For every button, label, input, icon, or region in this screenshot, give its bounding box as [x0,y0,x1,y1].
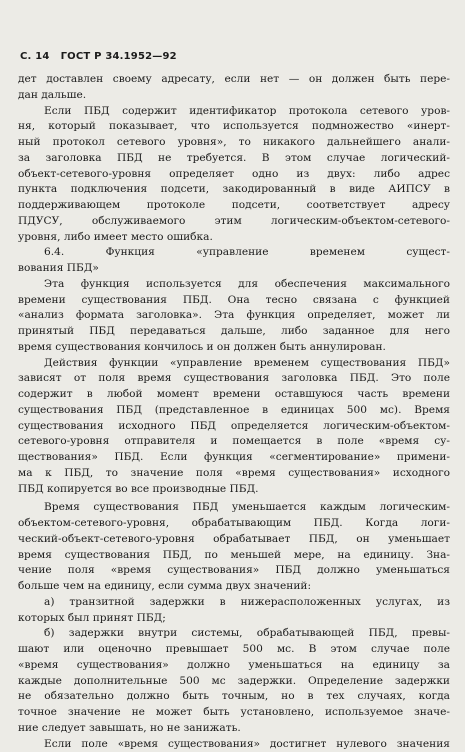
text-line: Время существования ПБД уменьшается каждым логическим- [18,500,450,516]
text-line: принятый ПБД передаваться дальше, либо заданное для него [18,324,450,340]
list-item-line: «время существования» должно уменьшаться на единицу за [18,658,450,674]
page-number: С. 14 [20,51,50,62]
list-item-line: а) транзитной задержки в нижерасположенных услугах, из [18,595,450,611]
section-heading-line: 6.4. Функция «управление временем сущест- [18,245,450,261]
text-line: время существования кончилось и он должен быть аннулирован. [18,340,450,356]
text-line: объектом-сетевого-уровня, обрабатывающим ПБД. Когда логи- [18,516,450,532]
standard-designation: ГОСТ Р 34.1952—92 [61,51,177,62]
text-line: времени существования ПБД. Она тесно связана с функцией [18,293,450,309]
text-line: объект-сетевого-уровня определяет одно из двух: либо адрес [18,167,450,183]
list-item-line: не обязательно должно быть точным, но в тех случаях, когда [18,689,450,705]
text-line: содержит в любой момент времени оставшуюся часть времени [18,387,450,403]
text-line: дан дальше. [18,88,450,104]
text-line: за заголовка ПБД не требуется. В этом случае логический- [18,151,450,167]
text-line: дет доставлен своему адресату, если нет — он должен быть пере- [18,72,450,88]
text-line: ществования» ПБД. Если функция «сегментирование» примени- [18,450,450,466]
list-item-line: точное значение не может быть установлено, используемое значе- [18,705,450,721]
list-item-line: шают или оценочно превышает 500 мс. В этом случае поле [18,642,450,658]
text-line: Эта функция используется для обеспечения максимального [18,277,450,293]
text-line: Действия функции «управление временем существования ПБД» [18,356,450,372]
text-line: ческий-объект-сетевого-уровня обрабатывает ПБД, он уменьшает [18,532,450,548]
text-line: «анализ формата заголовка». Эта функция определяет, может ли [18,308,450,324]
text-line: чение поля «время существования» ПБД должно уменьшаться [18,563,450,579]
text-line: время существования ПБД, по меньшей мере, на единицу. Зна- [18,548,450,564]
text-line: существования исходного ПБД определяется логическим-объектом- [18,419,450,435]
text-line: пункта подключения подсети, закодированный в виде АИПСУ в [18,182,450,198]
list-item-line: каждые дополнительные 500 мс задержки. Определение задержки [18,674,450,690]
text-line: сетевого-уровня отправителя и помещается в поле «время су- [18,434,450,450]
body-text [18,72,450,752]
text-line: ПДУСУ, обслуживаемого этим логическим-объектом-сетевого- [18,214,450,230]
page-header [20,51,177,62]
list-item-line: которых был принят ПБД; [18,611,450,627]
text-line: Если поле «время существования» достигнет нулевого значения [18,737,450,752]
list-item-line: б) задержки внутри системы, обрабатывающей ПБД, превы- [18,626,450,642]
text-line: уровня, либо имеет место ошибка. [18,230,450,246]
text-line: зависят от поля время существования заголовка ПБД. Это поле [18,371,450,387]
text-line: больше чем на единицу, если сумма двух значений: [18,579,450,595]
text-line: ный протокол сетевого уровня», то никакого дальнейшего анали- [18,135,450,151]
text-line: Если ПБД содержит идентификатор протокола сетевого уров- [18,104,450,120]
list-item-line: ние следует завышать, но не занижать. [18,721,450,737]
text-line: поддерживающем протоколе подсети, соответствует адресу [18,198,450,214]
text-line: ня, который показывает, что используется подмножество «инерт- [18,119,450,135]
text-line: существования ПБД (представленное в единицах 500 мс). Время [18,403,450,419]
text-line: ПБД копируется во все производные ПБД. [18,482,450,498]
section-heading-line: вования ПБД» [18,261,450,277]
text-line: ма к ПБД, то значение поля «время существования» исходного [18,466,450,482]
